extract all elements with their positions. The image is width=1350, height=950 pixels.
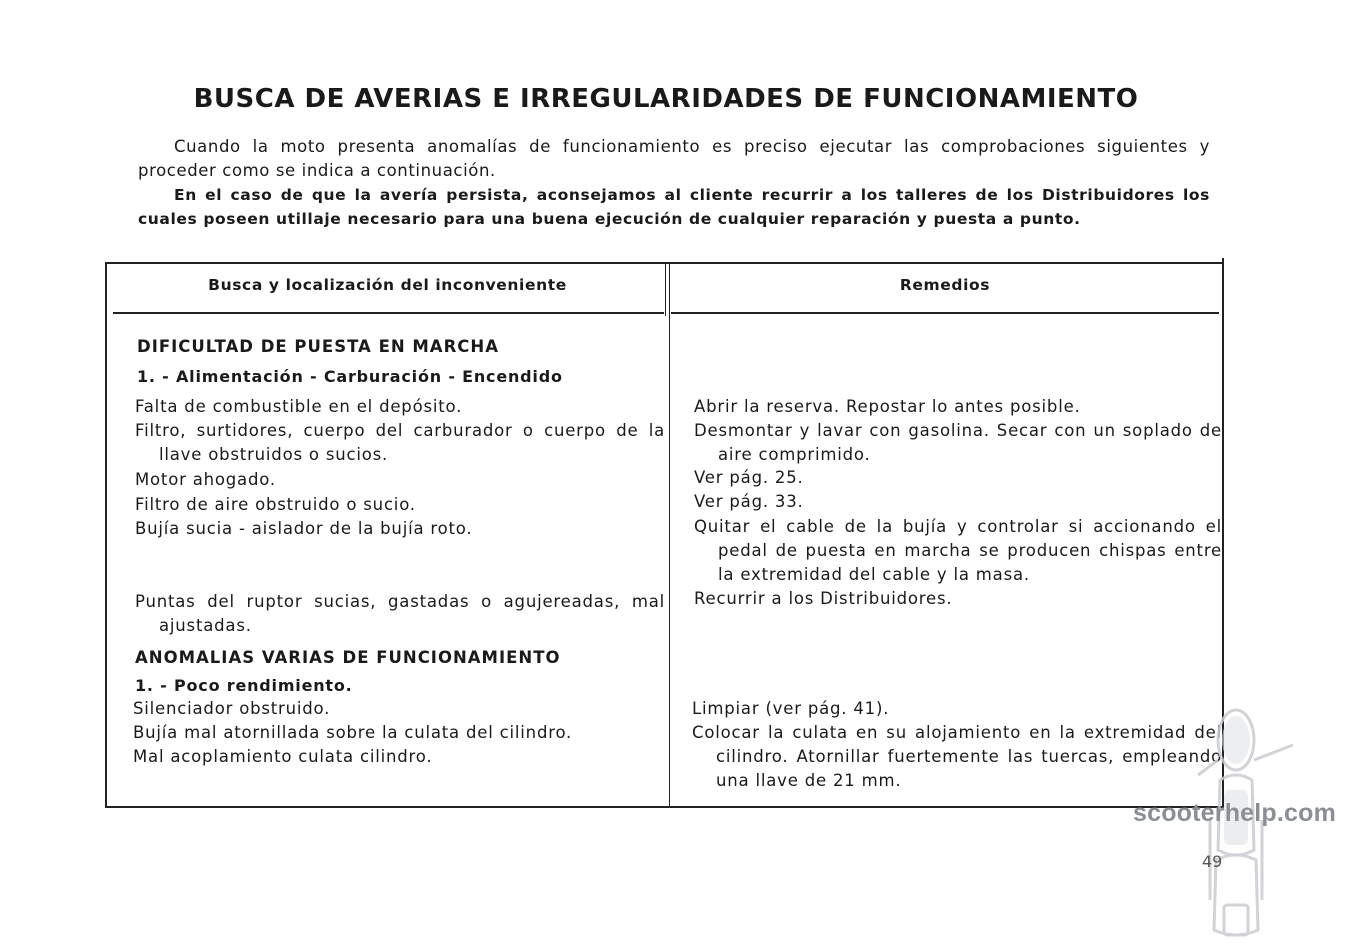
table-border-left xyxy=(105,262,107,807)
remedy-cell: Desmontar y lavar con gasolina. Secar con un soplado de aire comprimido. xyxy=(694,421,1222,464)
section-subtitle: 1. - Poco rendimiento. xyxy=(135,676,353,695)
remedy-cell: Colocar la culata en su alojamiento en la extremidad del cilindro. Atornillar fuertemente las tuercas, empleando una llave de 21 mm. xyxy=(692,723,1222,790)
header-rule-left xyxy=(113,312,664,314)
problem-cell: Silenciador obstruido. xyxy=(133,699,331,718)
column-divider xyxy=(665,264,666,316)
column-header-remedy: Remedios xyxy=(899,276,991,294)
section-title: ANOMALIAS VARIAS DE FUNCIONAMIENTO xyxy=(135,648,561,667)
column-header-problem: Busca y localización del inconveniente xyxy=(208,276,567,294)
section-title: DIFICULTAD DE PUESTA EN MARCHA xyxy=(137,337,499,356)
header-rule-right xyxy=(671,312,1219,314)
intro-advice-paragraph: En el caso de que la avería persista, aconsejamos al cliente recurrir a los talleres de los Distribuidores los cuales poseen utillaje necesario para una buena ejecución de cualquier reparación y puesta a punto. xyxy=(138,186,1210,228)
intro-paragraph: Cuando la moto presenta anomalías de funcionamiento es preciso ejecutar las comprobaciones siguientes y proceder como se indica a continuación. xyxy=(138,137,1210,180)
remedy-cell: Ver pág. 33. xyxy=(694,492,804,511)
problem-cell: Falta de combustible en el depósito. xyxy=(135,397,463,416)
problem-cell: Filtro, surtidores, cuerpo del carburador o cuerpo de la llave obstruidos o sucios. xyxy=(135,421,665,464)
column-divider xyxy=(669,264,670,806)
watermark-text: scooterhelp.com xyxy=(1133,799,1337,827)
table-border-bottom xyxy=(105,806,1224,808)
remedy-cell: Quitar el cable de la bujía y controlar si accionando el pedal de puesta en marcha se producen chispas entre la extremidad del cable y la masa. xyxy=(694,517,1222,584)
remedy-cell: Ver pág. 25. xyxy=(694,468,804,487)
problem-cell: Puntas del ruptor sucias, gastadas o agujereadas, mal ajustadas. xyxy=(135,592,665,635)
page-number: 49 xyxy=(1202,852,1223,871)
problem-cell: Bujía mal atornillada sobre la culata del cilindro. xyxy=(133,723,573,742)
problem-cell: Motor ahogado. xyxy=(135,470,276,489)
problem-cell: Bujía sucia - aislador de la bujía roto. xyxy=(135,519,473,538)
remedy-cell: Limpiar (ver pág. 41). xyxy=(692,699,890,718)
remedy-cell: Recurrir a los Distribuidores. xyxy=(694,589,953,608)
problem-cell: Mal acoplamiento culata cilindro. xyxy=(133,747,433,766)
intro-text xyxy=(138,135,1210,231)
page-title: BUSCA DE AVERIAS E IRREGULARIDADES DE FUNCIONAMIENTO xyxy=(193,84,1139,114)
section-subtitle: 1. - Alimentación - Carburación - Encendido xyxy=(137,367,563,386)
problem-cell: Filtro de aire obstruido o sucio. xyxy=(135,495,416,514)
remedy-cell: Abrir la reserva. Repostar lo antes posible. xyxy=(694,397,1081,416)
